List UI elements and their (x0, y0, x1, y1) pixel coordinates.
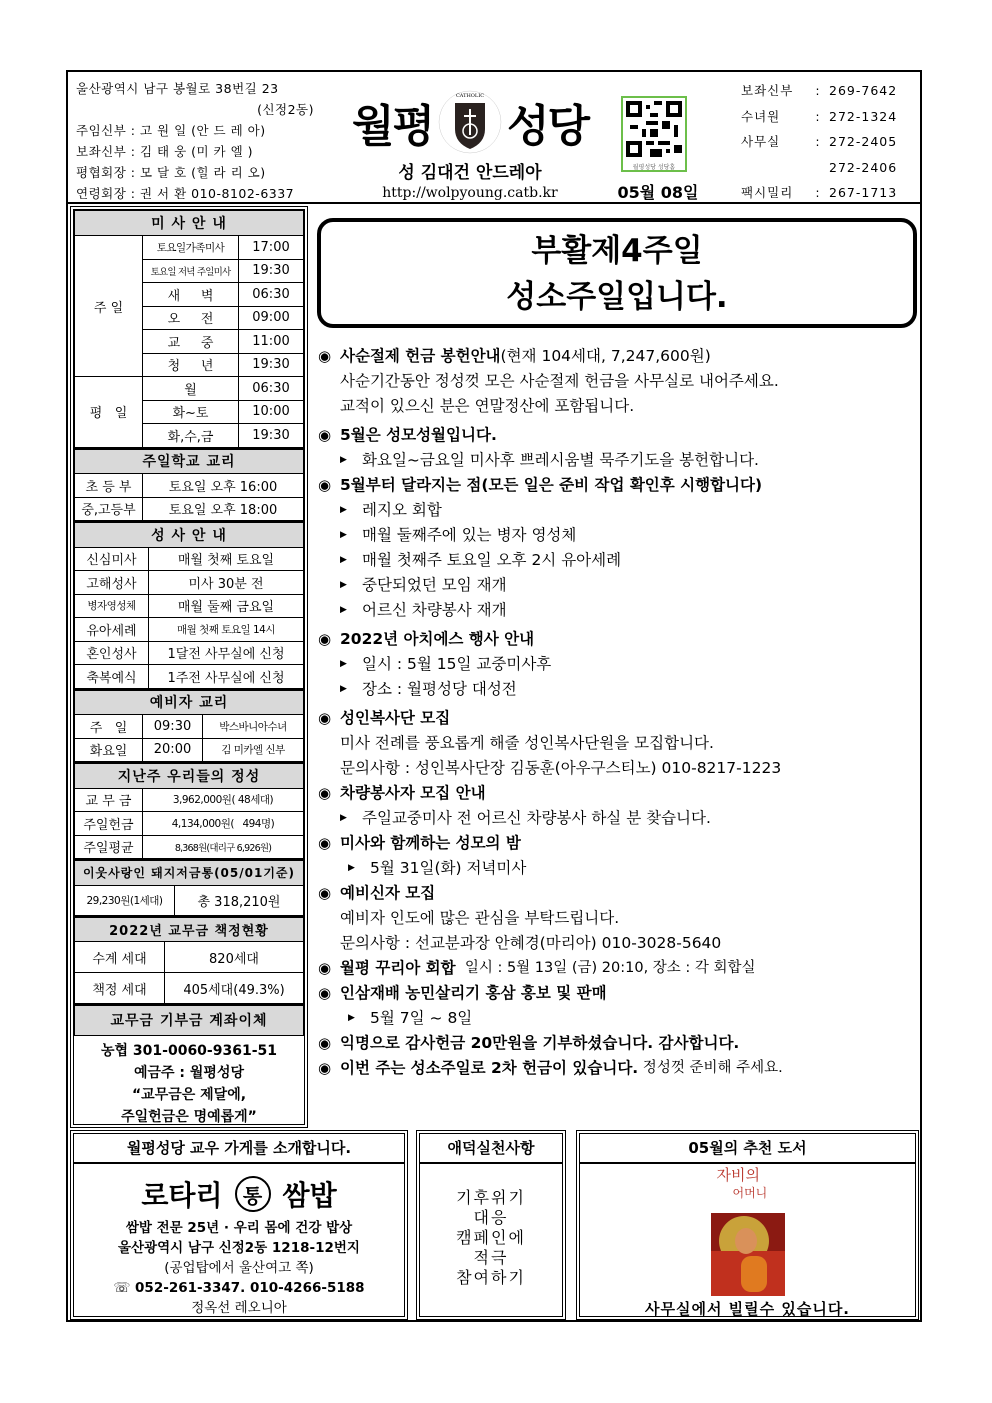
charity-text: 기후위기 대응 캠페인에 적극 참여하기 (456, 1188, 526, 1287)
staff-row: 연령회장 : 권 서 환 010-8102-6337 (76, 186, 295, 201)
qr-code[interactable] (621, 96, 687, 172)
circled-char: 통 (235, 1176, 271, 1212)
masthead (330, 86, 610, 201)
bullseye-icon: ◉ (318, 959, 332, 977)
notice-item: ◉ 5월은 성모성월입니다. ▶ 화요일~금요일 미사후 쁘레시움별 묵주기도을 봉헌합니다. (318, 423, 918, 473)
bullseye-icon: ◉ (318, 630, 332, 648)
title-right: 성당 (507, 101, 589, 152)
title-left: 월평 (351, 101, 433, 152)
bullseye-icon: ◉ (318, 984, 332, 1002)
qr-caption: 월평성당 성당홈 (632, 164, 676, 171)
piggy-bank-table: 이웃사랑인 돼지저금통(05/01기준) 29,230원(1세대) 총 318,210원 (74, 859, 304, 916)
triangle-bullet-icon: ▶ (348, 1013, 355, 1023)
notice-item: ◉ 미사와 함께하는 성모의 밤 ▶ 5월 31일(화) 저녁미사 (318, 831, 918, 881)
catechumen-table: 예비자 교리 주 일 09:30 박스바니아수녀 화요일 20:00 김 미카엘 신부 (74, 689, 304, 763)
bullseye-icon: ◉ (318, 834, 332, 852)
mass-schedule-table: 미 사 안 내 주 일 토요일가족미사 17:00 토요일 저녁 주일미사 19:30 새 벽 06:30 오 전 09:00 교 중 11:00 청 년 19:30 평 일 월 06:30 화~토 10:00 화,수,금 19:30 (74, 210, 304, 448)
contact-row: 272-2406 (829, 159, 898, 175)
triangle-bullet-icon: ▶ (348, 863, 355, 873)
phone-line: ☏ 052-261-3347. 010-4266-5188 (113, 1280, 365, 1296)
info-sidebar (70, 206, 308, 1128)
sacraments-table: 성 사 안 내 신심미사 매월 첫째 토요일 고해성사 미사 30분 전 병자영성체 매월 둘째 금요일 유아세례 매월 첫째 토요일 14시 혼인성사 1달전 사무실에 신청 축복예식 1주전 사무실에 신청 (74, 521, 304, 689)
notice-item: ◉ 인삼재배 농민살리기 홍삼 홍보 및 판매 ▶ 5월 7일 ~ 8일 (318, 981, 918, 1031)
triangle-bullet-icon: ▶ (340, 659, 347, 669)
notice-item: ◉ 익명으로 감사헌금 20만원을 기부하셨습니다. 감사합니다. (318, 1031, 918, 1056)
address-line1: 울산광역시 남구 봉월로 38번길 23 (76, 81, 279, 96)
quote-line2: 주일헌금은 명예롭게” (121, 1108, 257, 1125)
weekday-label: 평 일 (75, 377, 143, 448)
patron-saint: 성 김대건 안드레아 (398, 163, 542, 183)
bullseye-icon: ◉ (318, 709, 332, 727)
staff-row: 보좌신부 : 김 태 웅 (미 카 엘 ) (76, 144, 254, 159)
triangle-bullet-icon: ▶ (340, 455, 347, 465)
triangle-bullet-icon: ▶ (340, 505, 347, 515)
notice-item: ◉ 2022년 아치에스 행사 안내 ▶ 일시 : 5월 15일 교중미사후 ▶ 장소 : 월평성당 대성전 (318, 627, 918, 702)
headline-box (317, 218, 917, 328)
store-header: 월평성당 교우 가게를 소개합니다. (74, 1134, 404, 1164)
book-header: 05월의 추천 도서 (580, 1134, 915, 1164)
logo-row (330, 86, 610, 158)
sunday-school-table: 주일학교 교리 초 등 부 토요일 오후 16:00 중,고등부 토요일 오후 18:00 (74, 448, 304, 522)
account-number: 농협 301-0060-9361-51 (101, 1042, 277, 1059)
notice-item: ◉ 월평 꾸리아 회합 일시 : 5월 13일 (금) 20:10, 장소 : 각 회합실 (318, 956, 918, 981)
triangle-bullet-icon: ▶ (340, 580, 347, 590)
charity-header: 애덕실천사항 (420, 1134, 562, 1164)
notice-item: ◉ 성인복사단 모집 미사 전례를 풍요롭게 해줄 성인복사단원을 모집합니다. 문의사항 : 성인복사단장 김동훈(아우구스티노) 010-8217-1223 (318, 706, 918, 781)
staff-row: 평협회장 : 모 달 호 (힐 라 리 오) (76, 165, 266, 180)
bullseye-icon: ◉ (318, 347, 332, 365)
bulletin-page (66, 70, 922, 1322)
account-holder: 예금주 : 월평성당 (133, 1064, 244, 1081)
notice-item: ◉ 차량봉사자 모집 안내 ▶ 주일교중미사 전 어르신 차량봉사 하실 분 찾습니다. (318, 781, 918, 831)
bullseye-icon: ◉ (318, 476, 332, 494)
staff-row: 주임신부 : 고 원 일 (안 드 레 아) (76, 123, 266, 138)
store-panel (70, 1130, 408, 1320)
notice-item: ◉ 사순절제 헌금 봉헌안내 (현재 104세대, 7,247,600원) 사순기간동안 정성껏 모은 사순절제 헌금을 사무실로 내어주세요. 교적이 있으신 분은 연말정산에 포함됩니다. (318, 344, 918, 419)
book-caption: 사무실에서 빌릴수 있습니다. (644, 1300, 851, 1318)
charity-panel (416, 1130, 566, 1320)
store-name: 로타리 통 쌈밥 (74, 1174, 404, 1214)
church-emblem-icon (437, 89, 503, 155)
triangle-bullet-icon: ▶ (340, 684, 347, 694)
address-line2: (신정2동) (257, 102, 314, 117)
issue-date: 05월 08일 (617, 183, 699, 202)
transfer-table: 교무금 기부금 계좌이체 (74, 1004, 304, 1036)
contact-list (741, 78, 921, 206)
parish-info (76, 78, 320, 204)
book-cover-image: 자비의 어머니 (711, 1166, 785, 1296)
bulletin-header (68, 72, 920, 204)
offerings-table: 지난주 우리들의 정성 교 무 금 3,962,000원( 48세대) 주일헌금 4,134,000원( 494명) 주일평균 8,368원(대리구 6,926원) (74, 762, 304, 859)
bullseye-icon: ◉ (318, 884, 332, 902)
notice-item: ◉ 이번 주는 성소주일로 2차 헌금이 있습니다. 정성껏 준비해 주세요. (318, 1056, 918, 1081)
mass-schedule-title: 미 사 안 내 (75, 211, 304, 236)
triangle-bullet-icon: ▶ (340, 605, 347, 615)
quote-line1: “교무금은 제달에, (131, 1086, 247, 1103)
bullseye-icon: ◉ (318, 426, 332, 444)
triangle-bullet-icon: ▶ (340, 555, 347, 565)
triangle-bullet-icon: ▶ (340, 530, 347, 540)
dues-status-table: 2022년 교무금 책정현황 수계 세대 820세대 책정 세대 405세대(49.3%) (74, 916, 304, 1005)
store-details: 쌈밥 전문 25년 · 우리 몸에 건강 밥상 울산광역시 남구 신정2동 1218-12번지 (공업탑에서 울산여고 쪽) ☏ 052-261-3347. 010-4266-5188 정옥선 레오니아 (74, 1218, 404, 1318)
bullseye-icon: ◉ (318, 1059, 332, 1077)
headline-line2: 성소주일입니다. (506, 279, 728, 315)
account-info (74, 1036, 304, 1128)
contact-row: 팩시밀리 : 267-1713 (741, 185, 898, 200)
notice-item: ◉ 5월부터 달라지는 점(모든 일은 준비 작업 확인후 시행합니다) ▶ 레지오 회합 ▶ 매월 둘째주에 있는 병자 영성체 ▶ 매월 첫째주 토요일 오후 2시 유아세례 ▶ 중단되었던 모임 재개 ▶ 어르신 차량봉사 재개 (318, 473, 918, 623)
contact-row: 보좌신부 : 269-7642 (741, 83, 898, 98)
notice-list (318, 344, 918, 1081)
triangle-bullet-icon: ▶ (340, 813, 347, 823)
website-url[interactable]: http://wolpyoung.catb.kr (382, 185, 558, 201)
bullseye-icon: ◉ (318, 784, 332, 802)
sunday-label: 주 일 (75, 236, 143, 377)
bullseye-icon: ◉ (318, 1034, 332, 1052)
contact-row: 사무실 : 272-2405 (741, 134, 898, 149)
book-panel (576, 1130, 919, 1320)
contact-row: 수녀원 : 272-1324 (741, 108, 898, 124)
headline-line1: 부활제4주일 (531, 233, 703, 269)
svg-text:CATHOLIC: CATHOLIC (455, 93, 485, 99)
qr-code-icon (626, 101, 682, 157)
notice-item: ◉ 예비신자 모집 예비자 인도에 많은 관심을 부탁드립니다. 문의사항 : 선교분과장 안혜경(마리아) 010-3028-5640 (318, 881, 918, 956)
